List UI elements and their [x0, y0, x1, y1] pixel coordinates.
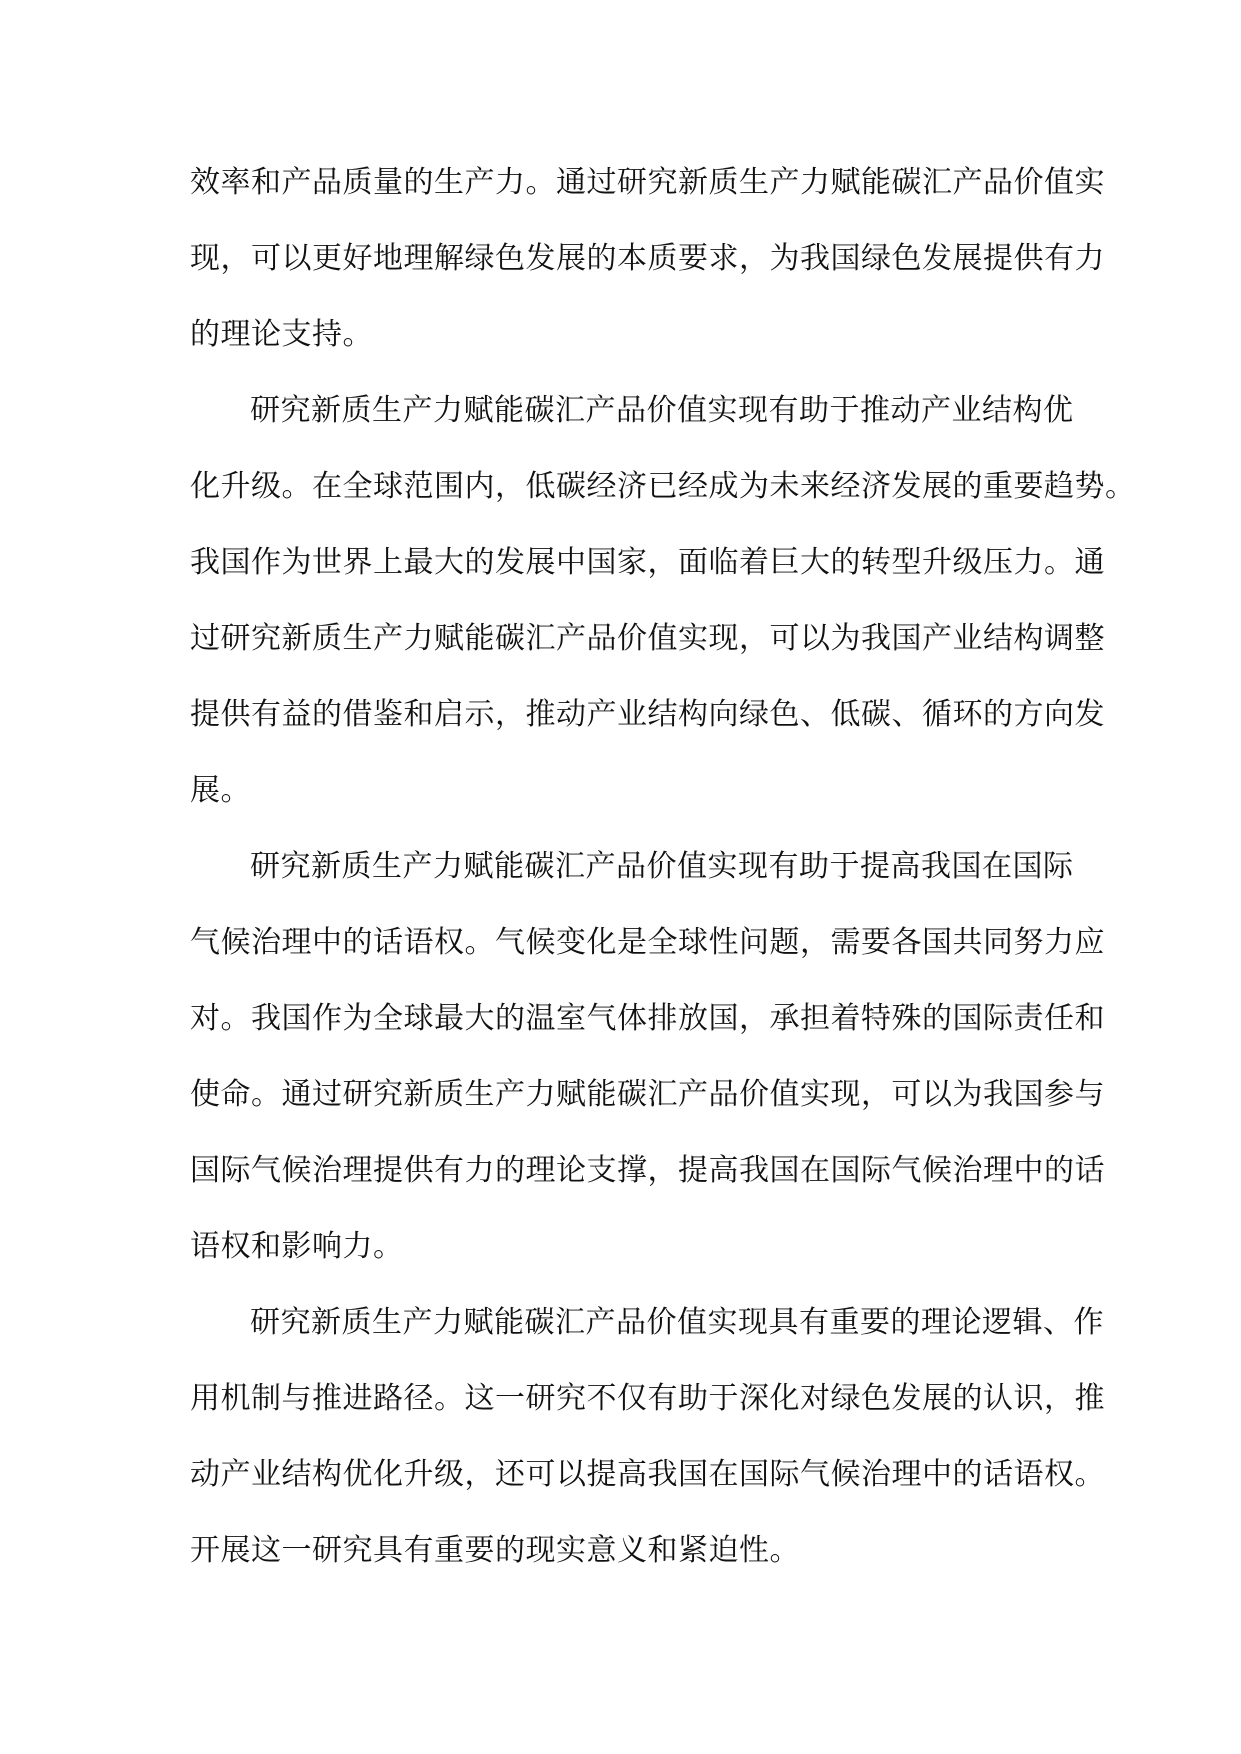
text-line: 国际气候治理提供有力的理论支撑，提高我国在国际气候治理中的话 — [190, 1153, 1105, 1188]
text-line: 的理论支持。 — [190, 317, 373, 352]
text-line: 现，可以更好地理解绿色发展的本质要求，为我国绿色发展提供有力 — [190, 241, 1105, 276]
text-line: 研究新质生产力赋能碳汇产品价值实现有助于提高我国在国际 — [250, 849, 1074, 884]
text-line: 研究新质生产力赋能碳汇产品价值实现具有重要的理论逻辑、作 — [250, 1305, 1104, 1340]
text-line: 研究新质生产力赋能碳汇产品价值实现有助于推动产业结构优 — [250, 393, 1074, 428]
text-line: 过研究新质生产力赋能碳汇产品价值实现，可以为我国产业结构调整 — [190, 621, 1105, 656]
paragraph-4 — [190, 1285, 1105, 1589]
text-line: 效率和产品质量的生产力。通过研究新质生产力赋能碳汇产品价值实 — [190, 165, 1105, 200]
text-line: 我国作为世界上最大的发展中国家，面临着巨大的转型升级压力。通 — [190, 545, 1105, 580]
paragraph-2 — [190, 373, 1136, 829]
text-line: 展。 — [190, 773, 251, 808]
text-line: 提供有益的借鉴和启示，推动产业结构向绿色、低碳、循环的方向发 — [190, 697, 1105, 732]
text-line: 用机制与推进路径。这一研究不仅有助于深化对绿色发展的认识，推 — [190, 1381, 1105, 1416]
text-line: 化升级。在全球范围内，低碳经济已经成为未来经济发展的重要趋势。 — [190, 469, 1136, 504]
paragraph-1 — [190, 145, 1105, 373]
text-line: 使命。通过研究新质生产力赋能碳汇产品价值实现，可以为我国参与 — [190, 1077, 1105, 1112]
text-line: 气候治理中的话语权。气候变化是全球性问题，需要各国共同努力应 — [190, 925, 1105, 960]
body-text — [190, 145, 1136, 1589]
paragraph-3 — [190, 829, 1105, 1285]
text-line: 动产业结构优化升级，还可以提高我国在国际气候治理中的话语权。 — [190, 1457, 1105, 1492]
text-line: 对。我国作为全球最大的温室气体排放国，承担着特殊的国际责任和 — [190, 1001, 1105, 1036]
text-line: 语权和影响力。 — [190, 1229, 404, 1264]
text-line: 开展这一研究具有重要的现实意义和紧迫性。 — [190, 1533, 800, 1568]
